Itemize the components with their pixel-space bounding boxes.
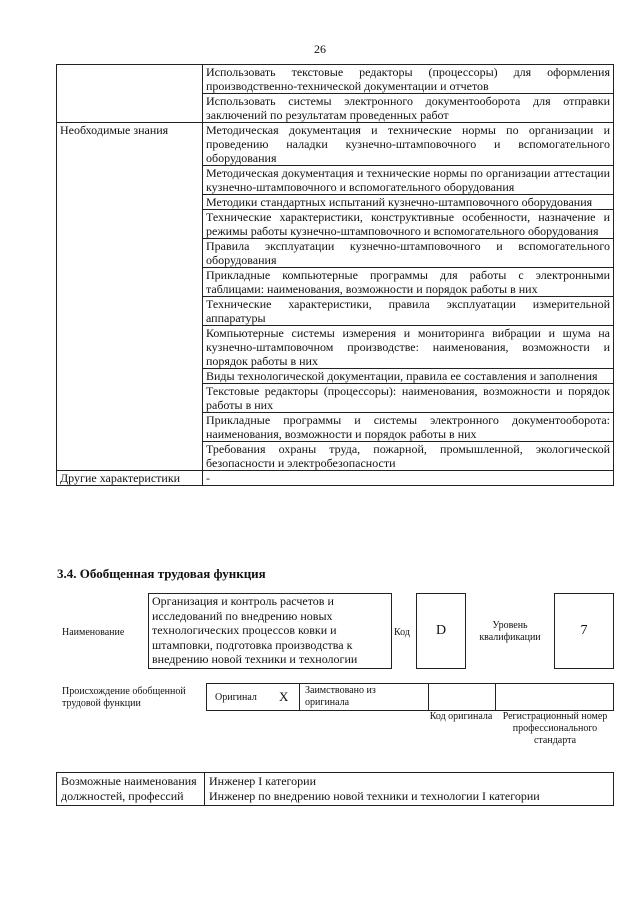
row-text: Виды технологической документации, правила ее составления и заполнения — [203, 369, 614, 384]
origin-table — [206, 683, 614, 711]
row-text: Использовать текстовые редакторы (процессоры) для оформления производственно-технической документации и отчетов — [203, 65, 614, 94]
code-box — [416, 593, 466, 669]
code-label: Код — [394, 627, 410, 638]
divider — [428, 684, 429, 710]
function-name-text: Организация и контроль расчетов и исследований по внедрению новых технологических процессов ковки и штамповки, подготовка производства к внедрению новой техники и технологии — [152, 594, 358, 666]
row-label: Другие характеристики — [57, 471, 203, 486]
origin-label: Происхождение обобщенной трудовой функции — [62, 686, 186, 709]
job-title-item: Инженер I категории — [209, 774, 316, 788]
original-mark: X — [279, 689, 289, 704]
row-text: Технические характеристики, конструктивные особенности, назначение и режимы работы кузнечно-штамповочного и вспомогательного оборудования — [203, 210, 614, 239]
section-title: 3.4. Обобщенная трудовая функция — [57, 566, 266, 581]
original-label: Оригинал — [215, 692, 257, 703]
name-label: Наименование — [62, 627, 125, 638]
code-original-caption: Код оригинала — [429, 711, 493, 722]
job-titles-list — [205, 773, 614, 806]
level-value: 7 — [580, 623, 588, 638]
level-label: Уровень квалификации — [479, 620, 541, 643]
job-titles-label: Возможные наименования должностей, профессий — [57, 773, 205, 806]
job-title-item: Инженер по внедрению новой техники и технологии I категории — [209, 789, 540, 803]
row-text: Прикладные программы и системы электронного документооборота: наименования, возможности и порядок работы в них — [203, 413, 614, 442]
code-value: D — [435, 623, 447, 638]
page-number: 26 — [314, 42, 326, 56]
level-box — [554, 593, 614, 669]
job-titles-table — [56, 772, 614, 806]
row-text: Прикладные компьютерные программы для работы с электронными таблицами: наименования, возможности и порядок работы в них — [203, 268, 614, 297]
row-label — [57, 65, 203, 123]
requirements-table — [56, 64, 614, 486]
row-text: Требования охраны труда, пожарной, промышленной, экологической безопасности и электробезопасности — [203, 442, 614, 471]
row-text: Технические характеристики, правила эксплуатации измерительной аппаратуры — [203, 297, 614, 326]
row-text: Компьютерные системы измерения и мониторинга вибрации и шума на кузнечно-штамповочном производстве: наименования, возможности и порядок работы в них — [203, 326, 614, 369]
row-text: Правила эксплуатации кузнечно-штамповочного и вспомогательного оборудования — [203, 239, 614, 268]
row-text: Текстовые редакторы (процессоры): наименования, возможности и порядок работы в них — [203, 384, 614, 413]
registration-number-caption: Регистрационный номер профессионального стандарта — [502, 711, 608, 746]
row-text: Использовать системы электронного документооборота для отправки заключений по результатам проведенных работ — [203, 94, 614, 123]
row-text: - — [203, 471, 614, 486]
row-text: Методическая документация и технические нормы по организации и проведению наладки кузнечно-штамповочного и вспомогательного оборудования — [203, 123, 614, 166]
row-text: Методики стандартных испытаний кузнечно-штамповочного оборудования — [203, 195, 614, 210]
table-row — [57, 65, 614, 94]
table-row — [57, 471, 614, 486]
divider — [495, 684, 496, 710]
row-label: Необходимые знания — [57, 123, 203, 471]
row-text: Методическая документация и технические нормы по организации аттестации кузнечно-штамповочного и вспомогательного оборудования — [203, 166, 614, 195]
divider — [299, 684, 300, 710]
borrowed-label: Заимствовано из оригинала — [305, 685, 376, 708]
table-row — [57, 123, 614, 166]
function-name-box — [148, 593, 392, 669]
